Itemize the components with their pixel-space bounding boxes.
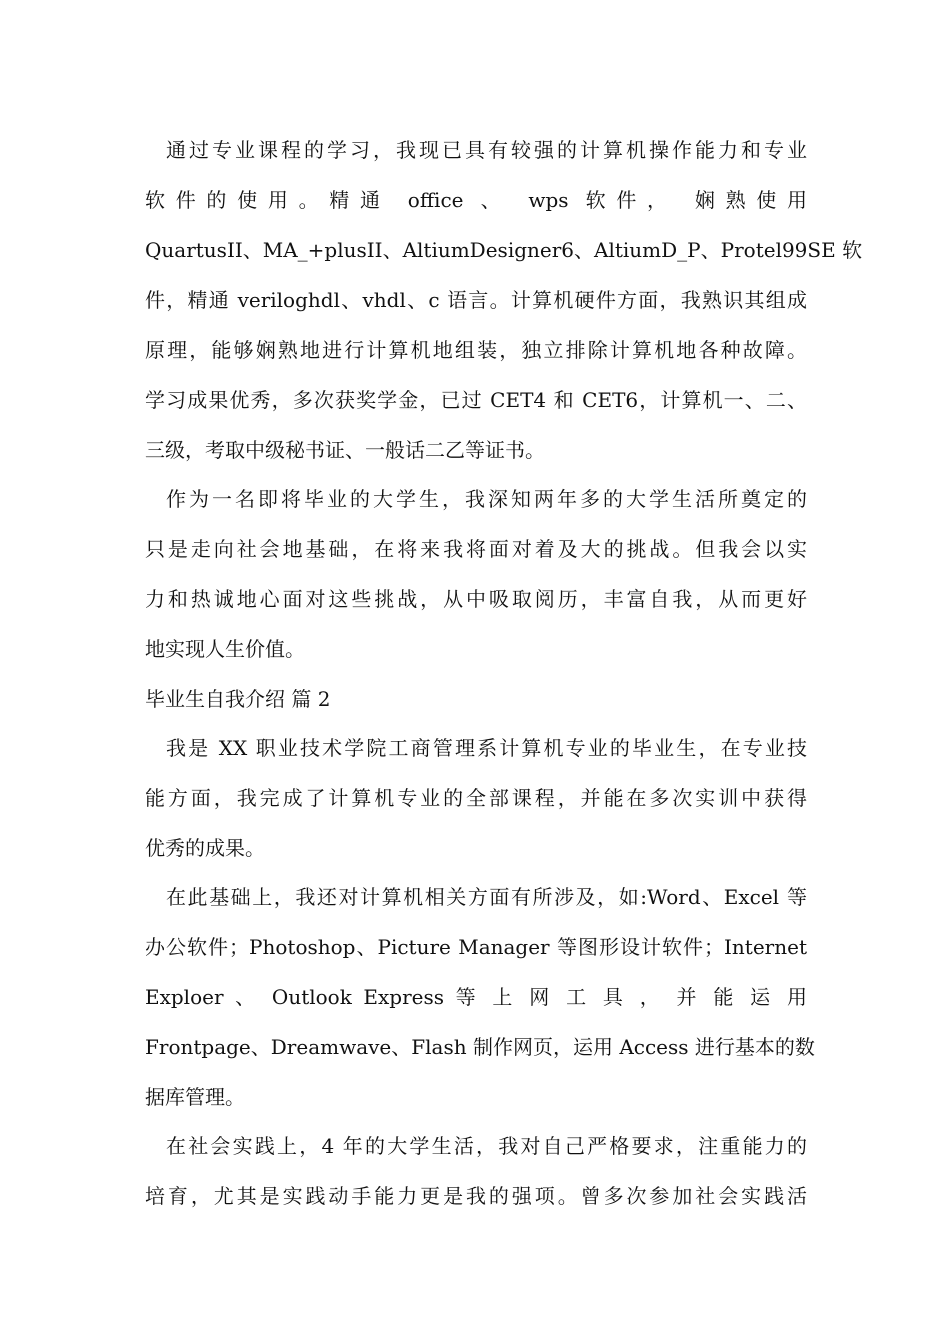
text-line: 据库管理。 <box>145 1085 245 1109</box>
text-line: 三级，考取中级秘书证、一般话二乙等证书。 <box>145 438 545 462</box>
text-line: 只是走向社会地基础，在将来我将面对着及大的挑战。但我会以实 <box>145 537 807 561</box>
text-line: 学习成果优秀，多次获奖学金，已过 CET4 和 CET6，计算机一、二、 <box>145 388 807 412</box>
text-line: 办公软件；Photoshop、Picture Manager 等图形设计软件；Internet <box>145 935 807 959</box>
text-line: Frontpage、Dreamwave、Flash 制作网页，运用 Access 进行基本的数 <box>145 1035 815 1059</box>
text-line: Exploer 、 Outlook Express 等 上 网 工 具 ， 并 能 运 用 <box>145 985 807 1009</box>
text-line: 软件的使用。精通 office 、 wps 软件， 娴熟使用 <box>145 188 807 212</box>
text-line: 我是 XX 职业技术学院工商管理系计算机专业的毕业生，在专业技 <box>166 736 807 760</box>
text-line: 作为一名即将毕业的大学生，我深知两年多的大学生活所奠定的 <box>166 487 807 511</box>
text-line: 通过专业课程的学习，我现已具有较强的计算机操作能力和专业 <box>166 138 807 162</box>
text-line: 件，精通 veriloghdl、vhdl、c 语言。计算机硬件方面，我熟识其组成 <box>145 288 807 312</box>
text-line: 在此基础上，我还对计算机相关方面有所涉及，如:Word、Excel 等 <box>166 885 807 909</box>
text-line: 能方面，我完成了计算机专业的全部课程，并能在多次实训中获得 <box>145 786 807 810</box>
text-line: 原理，能够娴熟地进行计算机地组装，独立排除计算机地各种故障。 <box>145 338 807 362</box>
text-line: QuartusII、MA_+plusII、AltiumDesigner6、AltiumD_P、Protel99SE 软 <box>145 238 863 262</box>
text-line: 地实现人生价值。 <box>145 637 305 661</box>
text-line: 在社会实践上，4 年的大学生活，我对自己严格要求，注重能力的 <box>166 1134 807 1158</box>
section-heading: 毕业生自我介绍 篇 2 <box>145 687 331 711</box>
text-line: 培育，尤其是实践动手能力更是我的强项。曾多次参加社会实践活 <box>145 1184 807 1208</box>
text-line: 力和热诚地心面对这些挑战，从中吸取阅历，丰富自我，从而更好 <box>145 587 807 611</box>
text-line: 优秀的成果。 <box>145 836 265 860</box>
